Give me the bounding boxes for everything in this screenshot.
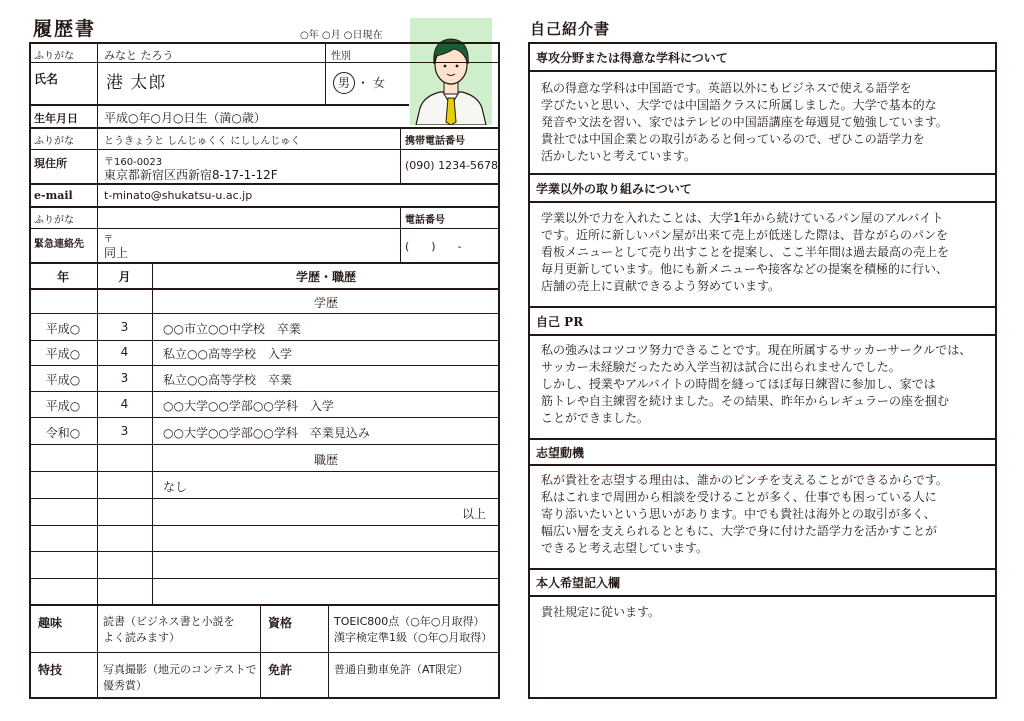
gender-male-circled: 男: [333, 72, 355, 94]
email-label: e-mail: [34, 189, 73, 202]
gender-selection: 男 ・ 女: [333, 72, 385, 94]
intro-section-body: 私が貴社を志望する理由は、誰かのピンチを支えることができるからです。 私はこれまで周囲から相談を受けることが多く、仕事でも困っている人に 寄り添いたいという思いがあります。中でも貴社は海外との取引が多く、 幅広い層を支えられるとともに、大学で身に付けた語学力を活かすことが できると考え志望しています。: [541, 473, 948, 555]
history-header-content: 学歴・職歴: [295, 270, 356, 284]
hobby-line2: よく読みます）: [103, 631, 180, 644]
name-label: 氏名: [34, 72, 59, 86]
skill-label: 特技: [38, 663, 63, 677]
skill-line1: 写真撮影（地元のコンテストで: [103, 663, 257, 676]
intro-section-body: 学業以外で力を入れたことは、大学1年から続けているパン屋のアルバイト です。近所に新しいパン屋が出来て売上が低迷した際は、昔ながらのパンを 看板メニューとして売り出すことを提案し、ここ半年間は過去最高の売上を 毎月更新しています。他にも新メニューや接客などの提案を積極的に行い、 店舗の売上に貢献できるよう努めています。: [541, 211, 950, 293]
emergency-postal: 〒: [104, 235, 114, 245]
emergency-furigana-label: ふりがな: [34, 215, 74, 226]
qualification-line2: 漢字検定準1級（○年○月取得）: [334, 631, 493, 644]
history-header-month: 月: [118, 270, 131, 284]
skill-line2: 優秀賞）: [103, 679, 147, 692]
intro-section-heading: 本人希望記入欄: [536, 576, 621, 590]
birth-label: 生年月日: [34, 112, 78, 125]
furigana-label: ふりがな: [34, 51, 74, 62]
address-furigana: とうきょうと しんじゅくく にししんじゅく: [104, 136, 301, 147]
gender-label: 性別: [331, 51, 351, 62]
work-none: なし: [163, 480, 188, 494]
intro-section-heading: 志望動機: [536, 446, 585, 460]
address-label: 現住所: [34, 157, 67, 170]
intro-title: 自己紹介書: [530, 20, 611, 38]
mobile-value: (090) 1234-5678: [405, 159, 499, 172]
address-furigana-label: ふりがな: [34, 136, 74, 147]
hobby-label: 趣味: [38, 616, 63, 630]
postal-code: 〒160-0023: [104, 157, 163, 168]
education-heading: 学歴: [313, 296, 338, 310]
intro-section-heading: 学業以外の取り組みについて: [536, 182, 692, 196]
emergency-label: 緊急連絡先: [34, 239, 84, 250]
work-end: 以上: [462, 507, 487, 521]
license-value: 普通自動車免許（AT限定）: [334, 663, 469, 676]
date-as-of: ○年 ○月 ○日現在: [300, 30, 383, 41]
personal-info-box: [29, 42, 500, 264]
emergency-address: 同上: [104, 246, 129, 260]
emergency-phone: ( ) -: [405, 240, 462, 253]
intro-section-heading: 自己 PR: [536, 315, 584, 329]
email-value: t-minato@shukatsu-u.ac.jp: [104, 189, 253, 202]
qualification-line1: TOEIC800点（○年○月取得）: [334, 615, 485, 628]
intro-section-body: 私の得意な学科は中国語です。英語以外にもビジネスで使える語学を 学びたいと思い、大学では中国語クラスに所属しました。大学で基本的な 発音や文法を習い、家ではテレビの中国語講座を毎週見て勉強しています。 貴社では中国企業との取引があると伺っているので、ぜひこの語学力を 活かしたいと考えています。: [541, 81, 948, 163]
applicant-name: 港 太郎: [106, 73, 167, 93]
hobby-line1: 読書（ビジネス書と小説を: [103, 615, 235, 628]
work-heading: 職歴: [313, 453, 338, 467]
intro-section-body: 貴社規定に従います。: [541, 605, 661, 619]
mobile-label: 携帯電話番号: [405, 136, 465, 147]
phone-label: 電話番号: [405, 215, 445, 226]
address-value: 東京都新宿区西新宿8-17-1-12F: [104, 168, 278, 182]
license-label: 免許: [268, 663, 293, 677]
birth-value: 平成○年○月○日生（満○歳）: [104, 111, 266, 125]
intro-section-heading: 専攻分野または得意な学科について: [536, 51, 728, 65]
qualification-label: 資格: [268, 616, 293, 630]
resume-title: 履歴書: [33, 18, 97, 40]
furigana-name: みなと たろう: [104, 49, 174, 62]
history-header-year: 年: [56, 270, 69, 284]
intro-section-body: 私の強みはコツコツ努力できることです。現在所属するサッカーサークルでは、 サッカー未経験だったため入学当初は試合に出られませんでした。 しかし、授業やアルバイトの時間を縫ってほぼ毎日練習に参加し、家では 筋トレや自主練習を続けました。その結果、昨年からレギュラーの座を掴む ことができました。: [541, 343, 972, 425]
